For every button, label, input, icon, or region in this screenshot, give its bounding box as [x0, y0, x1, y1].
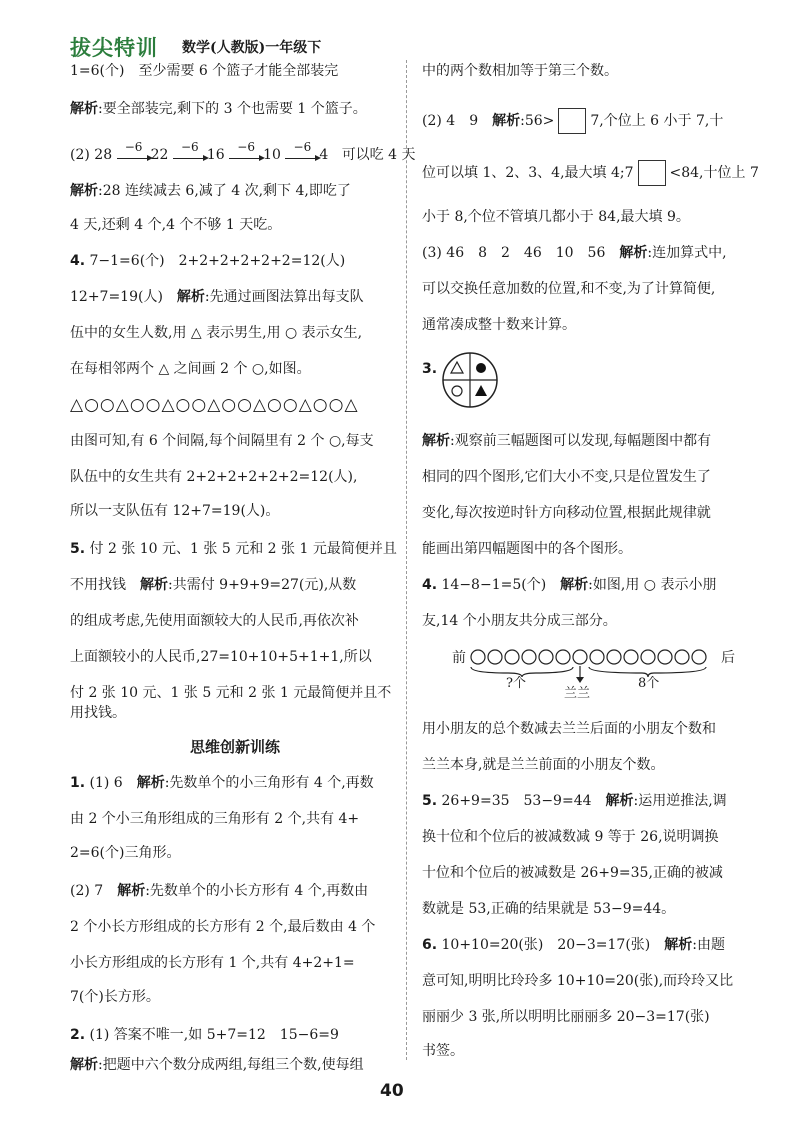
text-span: (1) 答案不唯一,如 5+7=12 15−6=9 [85, 1027, 339, 1043]
text-span: 14−8−1=5(个) [437, 577, 561, 593]
text-span: 付 2 张 10 元、1 张 5 元和 2 张 1 元最简便并且 [85, 541, 397, 557]
text-line [70, 880, 368, 902]
text-span: (1) 6 [85, 775, 137, 791]
chain-value: 16 [206, 147, 225, 163]
text-span: :56> [520, 113, 555, 129]
chain-start: (2) 28 [70, 147, 113, 163]
filled-circle-icon [476, 363, 486, 373]
text-span: :观察前三幅题图可以发现,每幅题图中都有 [450, 433, 712, 449]
child-circle [488, 650, 502, 664]
text-line: 用找钱。 [70, 705, 126, 721]
child-circle [522, 650, 536, 664]
text-span: :运用逆推法,调 [633, 793, 727, 809]
series-logo: 拔尖特训 [70, 36, 158, 60]
child-circle [590, 650, 604, 664]
child-circle [658, 650, 672, 664]
text-line: 2=6(个)三角形。 [70, 845, 181, 861]
hollow-triangle-icon [451, 362, 463, 373]
diagram-name: 兰兰 [564, 686, 591, 701]
chain-value: 22 [150, 147, 169, 163]
arrow [117, 140, 151, 159]
text-line: 书签。 [422, 1043, 464, 1059]
chain-value: 4 [319, 147, 329, 163]
child-circle [539, 650, 553, 664]
text-span: 10+10=20(张) 20−3=17(张) [437, 937, 665, 953]
analysis-label: 解析 [664, 937, 693, 953]
arrow-label: −6 [180, 140, 199, 154]
text-span: (2) 4 9 [422, 113, 493, 129]
text-line: 在每相邻两个 △ 之间画 2 个 ○,如图。 [70, 361, 311, 377]
text-line [422, 108, 723, 134]
text-line: 小长方形组成的长方形有 1 个,共有 4+2+1= [70, 955, 355, 971]
question-number: 5. [422, 793, 438, 809]
arrow-label: −6 [293, 140, 312, 154]
arrow [173, 140, 207, 159]
question-number: 4. [422, 577, 438, 593]
text-line: 相同的四个图形,它们大小不变,只是位置发生了 [422, 469, 711, 485]
text-line [70, 1024, 339, 1046]
child-circle [624, 650, 638, 664]
text-span: :连加算式中, [647, 245, 727, 261]
text-line: 能画出第四幅题图中的各个图形。 [422, 541, 632, 557]
arrow-label: −6 [237, 140, 255, 154]
subtraction-chain [70, 140, 416, 166]
page-number: 40 [380, 1081, 404, 1101]
analysis-label: 解析 [619, 245, 648, 261]
text-line: 1=6(个) 至少需要 6 个篮子才能全部装完 [70, 63, 339, 79]
diagram-front: 前 [452, 650, 466, 666]
text-line: 兰兰本身,就是兰兰前面的小朋友个数。 [422, 757, 665, 773]
text-line [70, 98, 367, 120]
question-number: 6. [422, 937, 438, 953]
text-span: 不用找钱 [70, 577, 140, 593]
text-line: 通常凑成整十数来计算。 [422, 317, 576, 333]
text-line [70, 286, 364, 308]
child-circle [607, 650, 621, 664]
hollow-circle-icon [452, 386, 462, 396]
text-line [70, 574, 356, 596]
text-span: :28 连续减去 6,减了 4 次,剩下 4,即吃了 [98, 183, 351, 199]
answer-box [558, 108, 586, 134]
text-span: <84,十位上 7 [669, 165, 759, 181]
queue-diagram [452, 645, 752, 705]
text-line [422, 790, 727, 812]
text-line: 上面额较小的人民币,27=10+10+5+1+1,所以 [70, 649, 372, 665]
text-span: :要全部装完,剩下的 3 个也需要 1 个篮子。 [98, 101, 367, 117]
section-title: 思维创新训练 [190, 738, 281, 756]
text-line: 中的两个数相加等于第三个数。 [422, 63, 618, 79]
text-line: 所以一支队伍有 12+7=19(人)。 [70, 503, 280, 519]
arrow [285, 140, 319, 159]
chain-conclusion: 可以吃 4 天 [341, 147, 416, 163]
child-circle [556, 650, 570, 664]
book-subtitle: 数学(人教版)一年级下 [182, 40, 322, 56]
text-span: :把题中六个数分成两组,每组三个数,使每组 [98, 1057, 364, 1073]
analysis-label: 解析 [117, 883, 146, 899]
chain-value: 10 [263, 147, 281, 163]
question-number: 4. [70, 253, 86, 269]
text-span: 7−1=6(个) 2+2+2+2+2+2=12(人) [85, 253, 346, 269]
arrow-label: −6 [124, 140, 143, 154]
text-span: (3) 46 8 2 46 10 56 [422, 245, 620, 261]
text-line: 用小朋友的总个数减去兰兰后面的小朋友个数和 [422, 721, 716, 737]
text-line: 丽丽少 3 张,所以明明比丽丽多 20−3=17(张) [422, 1009, 710, 1025]
text-line: 可以交换任意加数的位置,和不变,为了计算简便, [422, 281, 716, 297]
text-line: 4 天,还剩 4 个,4 个不够 1 天吃。 [70, 217, 282, 233]
text-line [70, 538, 397, 560]
analysis-label: 解析 [140, 577, 168, 593]
text-span: :先数单个的小长方形有 4 个,再数由 [145, 883, 369, 899]
question-number: 5. [70, 541, 86, 557]
child-circle [505, 650, 519, 664]
rotation-figure [440, 350, 500, 410]
text-span: :共需付 9+9+9=27(元),从数 [168, 577, 357, 593]
text-line: 2 个小长方形组成的长方形有 2 个,最后数由 4 个 [70, 919, 376, 935]
diagram-back: 后 [721, 650, 735, 666]
question-number: 2. [70, 1027, 86, 1043]
text-span: 12+7=19(人) [70, 289, 177, 305]
text-line [70, 1054, 364, 1076]
answer-box [638, 160, 666, 186]
text-span: 26+9=35 53−9=44 [437, 793, 606, 809]
arrow [229, 140, 263, 159]
text-line: 由图可知,有 6 个间隔,每个间隔里有 2 个 ○,每支 [70, 433, 374, 449]
text-line: 数就是 53,正确的结果就是 53−9=44。 [422, 901, 676, 917]
text-span: :如图,用 ○ 表示小朋 [588, 577, 717, 593]
text-line: 由 2 个小三角形组成的三角形有 2 个,共有 4+ [70, 811, 360, 827]
text-line [422, 934, 725, 956]
diagram-unknown: ?个 [506, 676, 526, 691]
analysis-label: 解析 [176, 289, 205, 305]
child-circle [641, 650, 655, 664]
text-line: 变化,每次按逆时针方向移动位置,根据此规律就 [422, 505, 711, 521]
child-circle [573, 650, 587, 664]
text-line: 队伍中的女生共有 2+2+2+2+2+2=12(人), [70, 469, 358, 485]
analysis-label: 解析 [70, 183, 98, 199]
text-line: 意可知,明明比玲玲多 10+10=20(张),而玲玲又比 [422, 973, 734, 989]
text-span: :先数单个的小三角形有 4 个,再数 [164, 775, 374, 791]
analysis-label: 解析 [136, 775, 165, 791]
text-span: :由题 [692, 937, 725, 953]
text-line [422, 242, 727, 264]
text-span: :先通过画图法算出每支队 [204, 289, 364, 305]
triangle-circle-row: △○○△○○△○○△○○△○○△○○△ [70, 395, 359, 415]
text-line: 换十位和个位后的被减数减 9 等于 26,说明调换 [422, 829, 719, 845]
text-line: 付 2 张 10 元、1 张 5 元和 2 张 1 元最简便并且不 [70, 685, 392, 701]
text-line [422, 574, 716, 596]
filled-triangle-icon [475, 385, 487, 396]
analysis-label: 解析 [492, 113, 521, 129]
text-line [70, 250, 345, 272]
question-number: 3. [422, 361, 438, 377]
analysis-label: 解析 [605, 793, 634, 809]
child-circle [471, 650, 485, 664]
text-span: (2) 7 [70, 883, 118, 899]
child-circle [692, 650, 706, 664]
column-divider [406, 60, 407, 1060]
text-line: 伍中的女生人数,用 △ 表示男生,用 ○ 表示女生, [70, 325, 363, 341]
text-line: 友,14 个小朋友共分成三部分。 [422, 613, 617, 629]
text-line: 十位和个位后的被减数是 26+9=35,正确的被减 [422, 865, 723, 881]
text-line: 7(个)长方形。 [70, 989, 160, 1005]
analysis-label: 解析 [70, 1057, 98, 1073]
child-circle [675, 650, 689, 664]
text-line: 的组成考虑,先使用面额较大的人民币,再依次补 [70, 613, 359, 629]
text-line [422, 160, 759, 186]
text-line: 小于 8,个位不管填几都小于 84,最大填 9。 [422, 209, 690, 225]
analysis-label: 解析 [422, 433, 450, 449]
text-span: 7,个位上 6 小于 7,十 [590, 113, 724, 129]
text-line [422, 430, 711, 452]
text-line [70, 180, 351, 202]
analysis-label: 解析 [70, 101, 98, 117]
question-number: 1. [70, 775, 86, 791]
diagram-count: 8个 [638, 676, 660, 691]
analysis-label: 解析 [560, 577, 589, 593]
text-line [70, 772, 374, 794]
text-span: 位可以填 1、2、3、4,最大填 4;7 [422, 165, 634, 181]
page-header [70, 32, 410, 58]
